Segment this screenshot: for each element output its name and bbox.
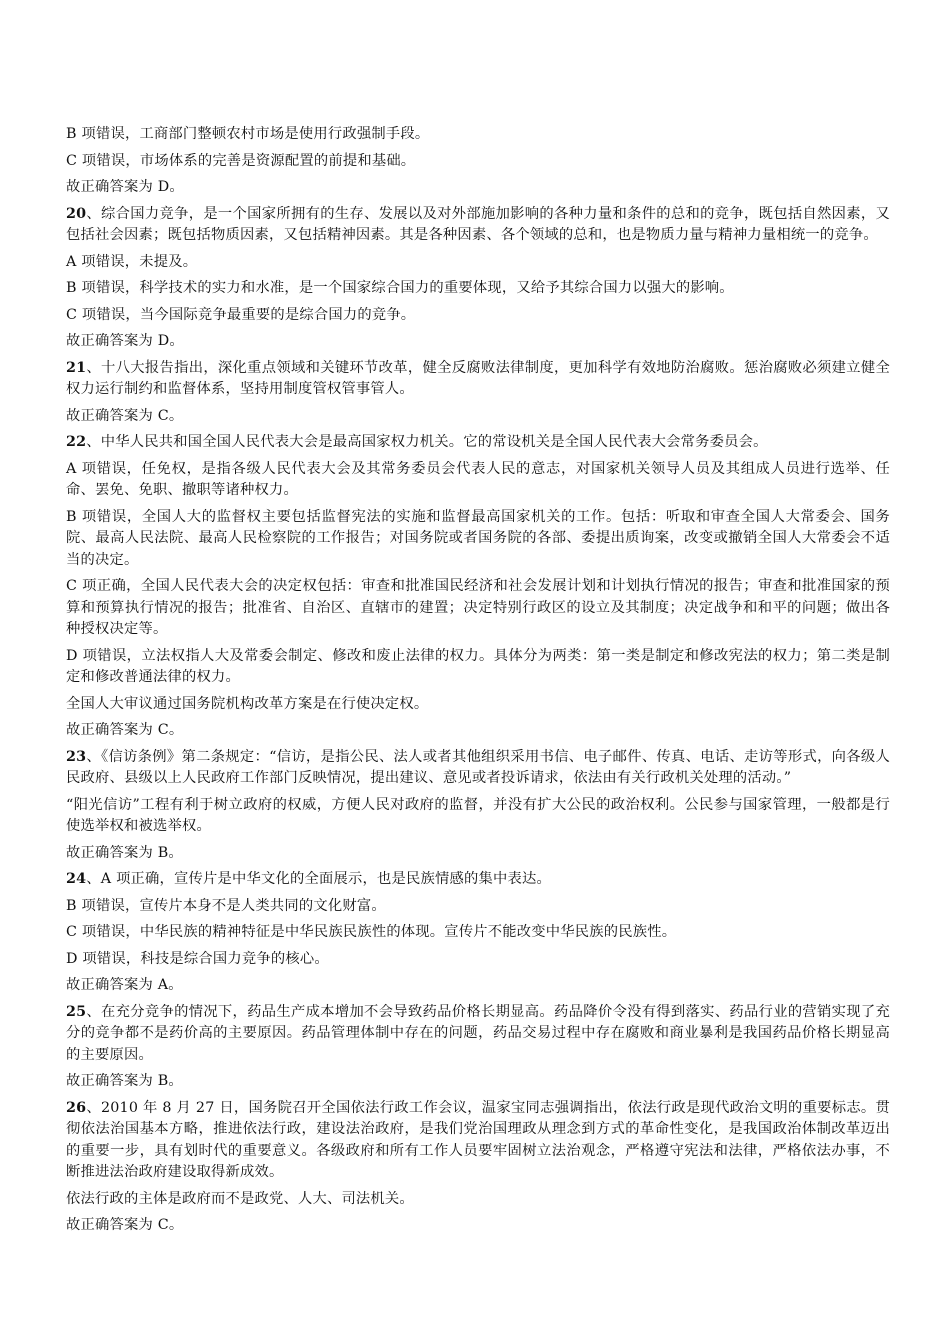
explanation-paragraph — [66, 252, 890, 274]
explanation-paragraph — [66, 795, 890, 838]
explanation-paragraph — [66, 843, 890, 865]
explanation-paragraph — [66, 124, 890, 146]
question-number: 21 — [66, 359, 87, 376]
paragraph-text: 、A 项正确，宣传片是中华文化的全面展示，也是民族情感的集中表达。 — [86, 871, 551, 887]
paragraph-text: 、综合国力竞争，是一个国家所拥有的生存、发展以及对外部施加影响的各种力量和条件的总和的竞争，既包括自然因素，又包括社会因素；既包括物质因素，又包括精神因素。其是各种因素、各个领域的总和，也是物质力量与精神力量相统一的竞争。 — [66, 205, 890, 243]
paragraph-text: D 项错误，立法权指人大及常委会制定、修改和废止法律的权力。具体分为两类：第一类是制定和修改宪法的权力；第二类是制定和修改普通法律的权力。 — [66, 647, 890, 685]
explanation-paragraph — [66, 177, 890, 199]
paragraph-text: 故正确答案为 C。 — [66, 722, 184, 738]
explanation-paragraph — [66, 1189, 890, 1211]
question-21-paragraph — [66, 358, 890, 401]
paragraph-text: 、《信访条例》第二条规定：“信访，是指公民、法人或者其他组织采用书信、电子邮件、传真、电话、走访等形式，向各级人民政府、县级以上人民政府工作部门反映情况，提出建议、意见或者投诉请求，依法由有关行政机关处理的活动。” — [66, 748, 890, 786]
explanation-paragraph — [66, 1071, 890, 1093]
explanation-paragraph — [66, 406, 890, 428]
paragraph-text: B 项错误，工商部门整顿农村市场是使用行政强制手段。 — [66, 126, 430, 142]
question-number: 22 — [66, 434, 87, 450]
paragraph-text: 依法行政的主体是政府而不是政党、人大、司法机关。 — [66, 1190, 414, 1207]
explanation-paragraph — [66, 305, 890, 327]
paragraph-text: 、中华人民共和国全国人民代表大会是最高国家权力机关。它的常设机关是全国人民代表大会常务委员会。 — [86, 434, 768, 450]
paragraph-text: 全国人大审议通过国务院机构改革方案是在行使决定权。 — [66, 695, 429, 712]
paragraph-text: C 项错误，当今国际竞争最重要的是综合国力的竞争。 — [66, 306, 416, 323]
paragraph-text: 故正确答案为 B。 — [66, 844, 183, 861]
question-number: 23 — [66, 748, 87, 765]
explanation-paragraph — [66, 1215, 890, 1237]
explanation-paragraph — [66, 459, 890, 502]
paragraph-text: 故正确答案为 A。 — [66, 977, 183, 993]
paragraph-text: 故正确答案为 D。 — [66, 179, 184, 195]
paragraph-text: 故正确答案为 C。 — [66, 407, 184, 424]
question-22-paragraph — [66, 432, 890, 454]
explanation-paragraph — [66, 507, 890, 572]
paragraph-text: “阳光信访”工程有利于树立政府的权威，方便人民对政府的监督，并没有扩大公民的政治权利。公民参与国家管理，一般都是行使选举权和被选举权。 — [66, 796, 890, 834]
paragraph-text: D 项错误，科技是综合国力竞争的核心。 — [66, 950, 329, 967]
answer-explanations — [66, 124, 890, 1242]
paragraph-text: 故正确答案为 D。 — [66, 333, 184, 349]
explanation-paragraph — [66, 975, 890, 997]
paragraph-text: B 项错误，全国人大的监督权主要包括监督宪法的实施和监督最高国家机关的工作。包括：听取和审查全国人大常委会、国务院、最高人民法院、最高人民检察院的工作报告；对国务院或者国务院的各部、委提出质询案，改变或撤销全国人大常委会不适当的决定。 — [66, 508, 890, 568]
question-number: 20 — [66, 205, 87, 222]
paragraph-text: A 项错误，任免权，是指各级人民代表大会及其常务委员会代表人民的意志，对国家机关领导人员及其组成人员进行选举、任命、罢免、免职、撤职等诸种权力。 — [66, 460, 890, 498]
paragraph-text: B 项错误，科学技术的实力和水准，是一个国家综合国力的重要体现，又给予其综合国力以强大的影响。 — [66, 280, 734, 296]
question-24-paragraph — [66, 869, 890, 891]
explanation-paragraph — [66, 949, 890, 971]
question-25-paragraph — [66, 1002, 890, 1067]
paragraph-text: 、2010 年 8 月 27 日，国务院召开全国依法行政工作会议，温家宝同志强调指出，依法行政是现代政治文明的重要标志。贯彻依法治国基本方略，推进依法行政，建设法治政府，是我们党治国理政从理念到方式的革命性变化，是我国政治体制改革迈出的重要一步，具有划时代的重要意义。各级政府和所有工作人员要牢固树立法治观念，严格遵守宪法和法律，严格依法办事，不断推进法治政府建设取得新成效。 — [66, 1099, 890, 1180]
paragraph-text: A 项错误，未提及。 — [66, 253, 198, 270]
question-20-paragraph — [66, 204, 890, 247]
paragraph-text: C 项错误，市场体系的完善是资源配置的前提和基础。 — [66, 152, 416, 169]
paragraph-text: C 项错误，中华民族的精神特征是中华民族民族性的体现。宣传片不能改变中华民族的民族性。 — [66, 924, 677, 940]
explanation-paragraph — [66, 646, 890, 689]
explanation-paragraph — [66, 331, 890, 353]
explanation-paragraph — [66, 720, 890, 742]
paragraph-text: 、十八大报告指出，深化重点领域和关键环节改革，健全反腐败法律制度，更加科学有效地防治腐败。惩治腐败必须建立健全权力运行制约和监督体系，坚持用制度管权管事管人。 — [66, 359, 890, 397]
explanation-paragraph — [66, 922, 890, 944]
paragraph-text: 故正确答案为 B。 — [66, 1073, 183, 1089]
question-23-paragraph — [66, 747, 890, 790]
question-number: 26 — [66, 1099, 87, 1116]
question-number: 25 — [66, 1003, 87, 1020]
explanation-paragraph — [66, 694, 890, 716]
paragraph-text: 故正确答案为 C。 — [66, 1217, 184, 1233]
paragraph-text: 、在充分竞争的情况下，药品生产成本增加不会导致药品价格长期显高。药品降价令没有得到落实、药品行业的营销实现了充分的竞争都不是药价高的主要原因。药品管理体制中存在的问题，药品交易过程中存在腐败和商业暴利是我国药品价格长期显高的主要原因。 — [66, 1003, 890, 1063]
explanation-paragraph — [66, 896, 890, 918]
paragraph-text: C 项正确，全国人民代表大会的决定权包括：审查和批准国民经济和社会发展计划和计划执行情况的报告；审查和批准国家的预算和预算执行情况的报告；批准省、自治区、直辖市的建置；决定特别行政区的设立及其制度；决定战争和和平的问题；做出各种授权决定等。 — [66, 578, 890, 637]
paragraph-text: B 项错误，宣传片本身不是人类共同的文化财富。 — [66, 897, 386, 914]
explanation-paragraph — [66, 278, 890, 300]
explanation-paragraph — [66, 576, 890, 641]
question-26-paragraph — [66, 1098, 890, 1184]
question-number: 24 — [66, 871, 87, 887]
explanation-paragraph — [66, 151, 890, 173]
